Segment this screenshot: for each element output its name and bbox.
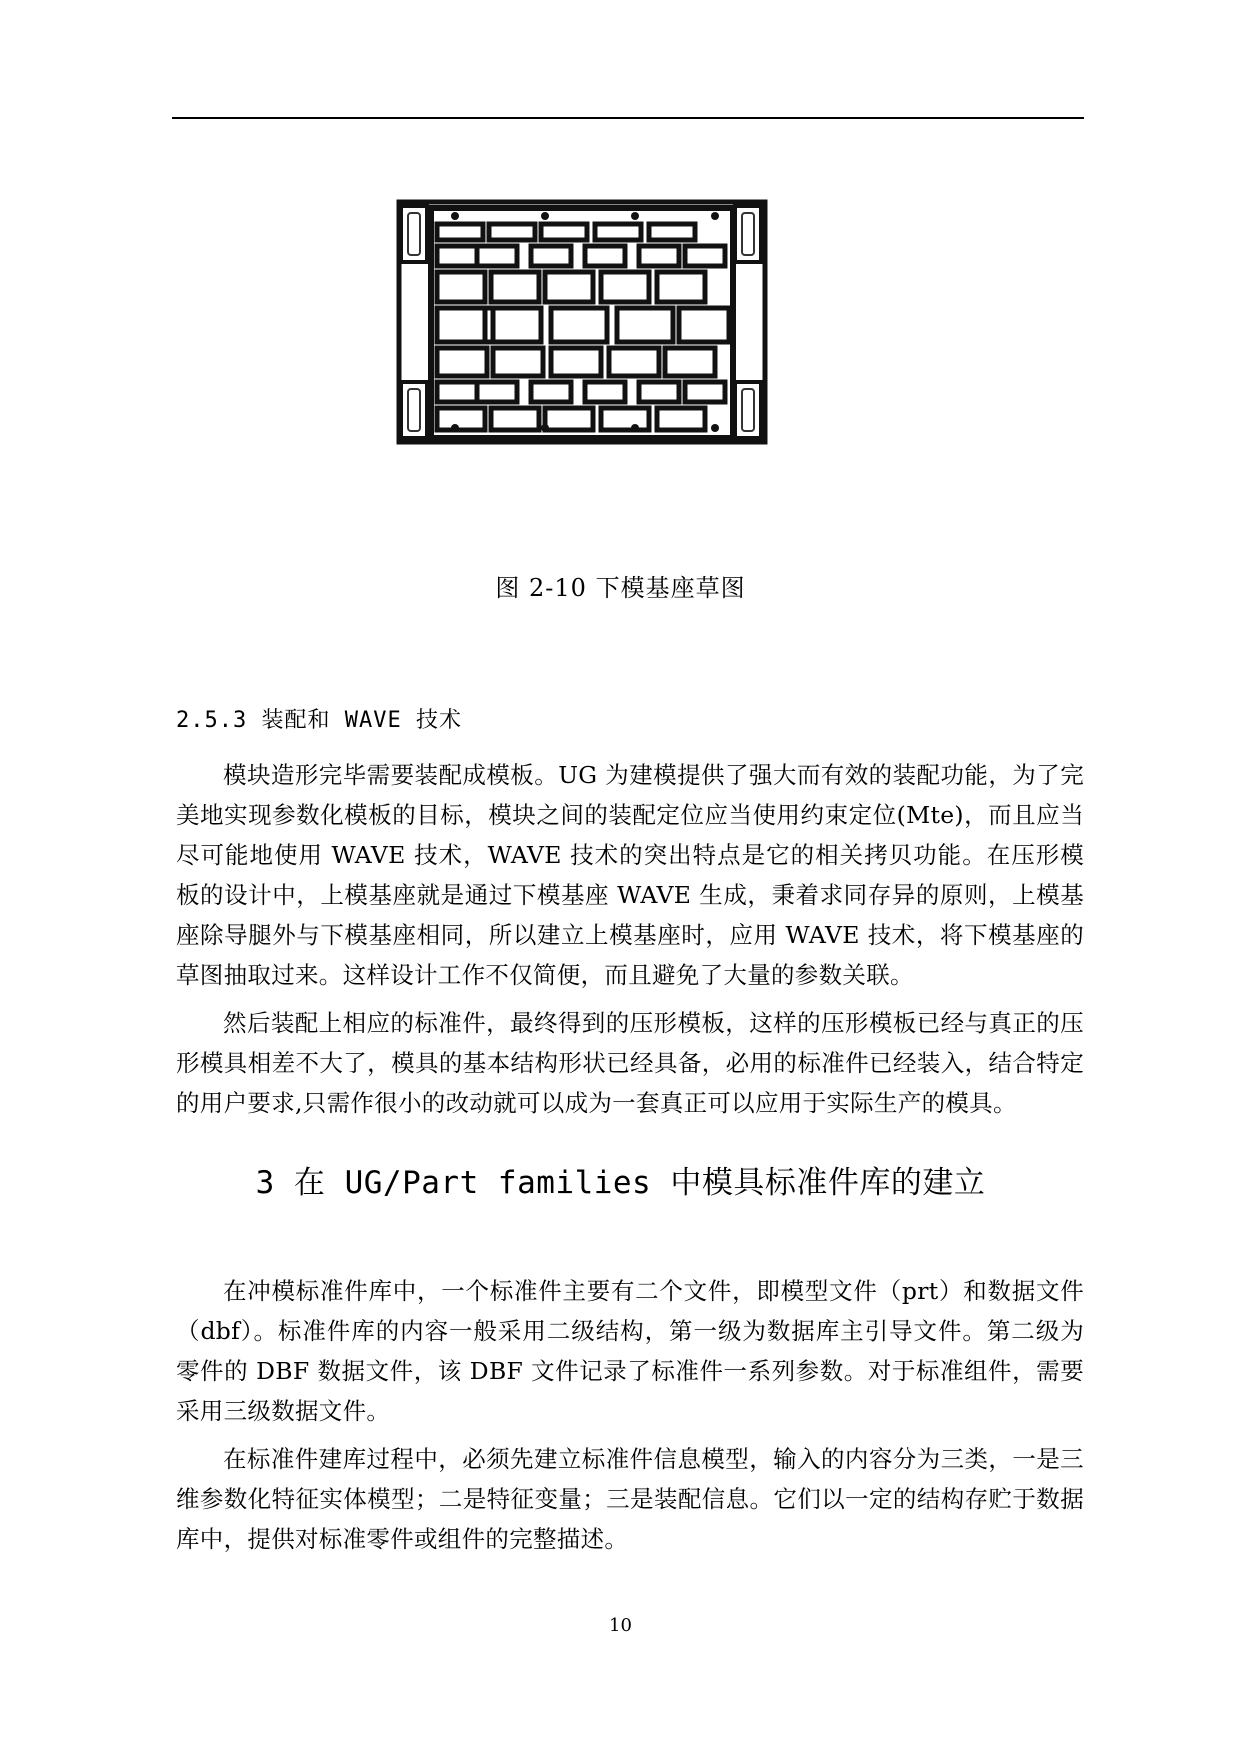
chapter-heading: 3 在 UG/Part families 中模具标准件库的建立 <box>255 1165 986 1201</box>
sketch-cell <box>493 348 543 376</box>
sketch-cell <box>639 382 679 402</box>
sketch-bolt-dot <box>541 212 549 220</box>
sketch-cell <box>585 382 625 402</box>
sketch-cell <box>601 272 649 302</box>
sketch-guide-slot <box>408 213 420 255</box>
sketch-cell <box>437 224 483 240</box>
sketch-cell <box>477 382 517 402</box>
sketch-end-block <box>401 382 427 438</box>
sketch-cell <box>477 246 517 266</box>
sketch-cell <box>601 408 649 430</box>
sketch-cell <box>437 272 485 302</box>
sketch-cell <box>545 408 593 430</box>
sketch-cell <box>489 224 535 240</box>
header-rule <box>172 117 1084 119</box>
sketch-cell <box>437 408 485 430</box>
paragraph: 模块造形完毕需要装配成模板。UG 为建模提供了强大而有效的装配功能，为了完美地实现参数化模板的目标，模块之间的装配定位应当使用约束定位(Mte)，而且应当尽可能地使用 WAVE 技术，WAVE 技术的突出特点是它的相关拷贝功能。在压形模板的设计中，上模基座就是通过下模基座 WAVE 生成，秉着求同存异的原则，上模基座除导腿外与下模基座相同，所以建立上模基座时，应用 WAVE 技术，将下模基座的草图抽取过来。这样设计工作不仅简便，而且避免了大量的参数关联。 <box>176 761 1084 989</box>
sketch-cell <box>491 408 539 430</box>
sketch-cell <box>595 224 641 240</box>
sketch-cell <box>617 308 673 342</box>
sketch-cell <box>551 348 601 376</box>
sketch-bolt-dot <box>711 212 719 220</box>
sketch-cell <box>685 382 725 402</box>
sketch-cell <box>551 308 607 342</box>
section-heading: 2.5.3 装配和 WAVE 技术 <box>176 708 462 733</box>
sketch-bolt-dot <box>631 212 639 220</box>
page-number: 10 <box>609 1615 632 1636</box>
sketch-cell <box>657 272 705 302</box>
figure-lower-die-base-sketch <box>395 198 855 500</box>
sketch-guide-slot <box>408 389 420 431</box>
sketch-cell <box>639 246 679 266</box>
sketch-end-block <box>735 382 761 438</box>
sketch-end-block <box>735 206 761 262</box>
sketch-cell <box>545 272 593 302</box>
figure-caption: 图 2-10 下模基座草图 <box>495 574 746 602</box>
sketch-guide-slot <box>742 389 754 431</box>
sketch-bolt-dot <box>451 424 459 432</box>
sketch-cell <box>657 408 705 430</box>
sketch-cell <box>649 224 695 240</box>
sketch-end-block <box>401 206 427 262</box>
sketch-guide-slot <box>742 213 754 255</box>
paragraph: 然后装配上相应的标准件，最终得到的压形模板，这样的压形模板已经与真正的压形模具相差不大了，模具的基本结构形状已经具备，必用的标准件已经装入，结合特定的用户要求,只需作很小的改动就可以成为一套真正可以应用于实际生产的模具。 <box>176 1009 1084 1117</box>
sketch-cell <box>679 308 729 342</box>
sketch-cell <box>609 348 659 376</box>
sketch-cell <box>437 246 477 266</box>
sketch-bolt-dot <box>711 424 719 432</box>
paragraph: 在标准件建库过程中，必须先建立标准件信息模型，输入的内容分为三类，一是三维参数化特征实体模型；二是特征变量；三是装配信息。它们以一定的结构存贮于数据库中，提供对标准零件或组件的完整描述。 <box>176 1445 1084 1553</box>
sketch-cell <box>531 246 571 266</box>
sketch-cell <box>665 348 715 376</box>
sketch-cell <box>491 272 539 302</box>
lower-die-base-sketch-image <box>395 198 855 500</box>
paragraph: 在冲模标准件库中，一个标准件主要有二个文件，即模型文件（prt）和数据文件（dbf）。标准件库的内容一般采用二级结构，第一级为数据库主引导文件。第二级为零件的 DBF 数据文件，该 DBF 文件记录了标准件一系列参数。对于标准组件，需要采用三级数据文件。 <box>176 1277 1084 1425</box>
sketch-cell <box>685 246 725 266</box>
sketch-bolt-dot <box>631 424 639 432</box>
sketch-bolt-dot <box>451 212 459 220</box>
sketch-cell <box>437 382 477 402</box>
sketch-bolt-dot <box>541 424 549 432</box>
sketch-cell <box>531 382 571 402</box>
sketch-cell <box>437 348 487 376</box>
sketch-cell <box>541 224 587 240</box>
sketch-cell <box>585 246 625 266</box>
